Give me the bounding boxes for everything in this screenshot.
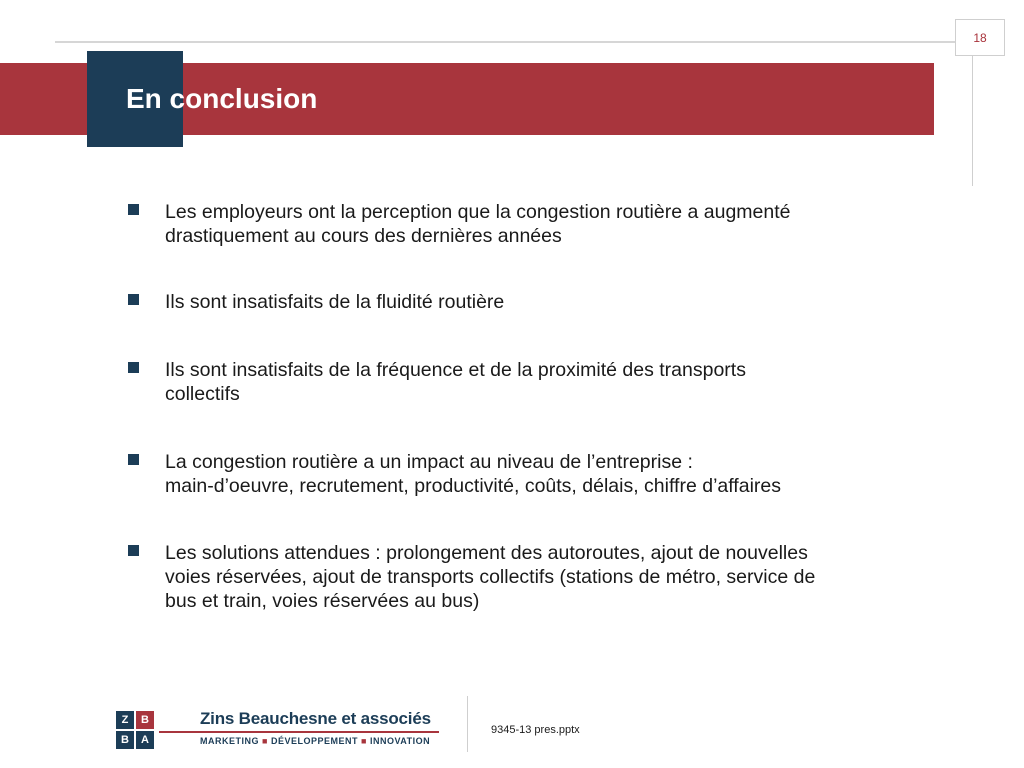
file-name: 9345-13 pres.pptx	[491, 724, 580, 736]
tagline-separator-icon: ■	[361, 736, 367, 746]
company-name: Zins Beauchesne et associés	[200, 709, 431, 728]
bullet-text: Les solutions attendues : prolongement des autoroutes, ajout de nouvelles voies réservées, ajout de transports collectifs (stations de métro, service de bus et train, voies réservées au bus)	[165, 542, 816, 612]
page-number-box	[955, 19, 1005, 56]
company-tagline	[200, 736, 430, 746]
logo-letter: B	[116, 731, 134, 749]
bullet-text: Ils sont insatisfaits de la fréquence et de la proximité des transports collectifs	[165, 359, 746, 405]
bullet-square-icon	[128, 362, 139, 373]
footer-divider	[467, 696, 468, 752]
logo-letter: Z	[116, 711, 134, 729]
tagline-developpement: DÉVELOPPEMENT	[270, 736, 358, 746]
bullet-square-icon	[128, 204, 139, 215]
logo-letter: A	[136, 731, 154, 749]
tagline-separator-icon: ■	[262, 736, 268, 746]
bullet-text: Ils sont insatisfaits de la fluidité routière	[165, 291, 505, 313]
bullet-square-icon	[128, 545, 139, 556]
slide-title: En conclusion	[126, 83, 318, 114]
tagline-innovation: INNOVATION	[369, 736, 431, 746]
tagline-marketing: MARKETING	[200, 736, 259, 746]
bullet-text: La congestion routière a un impact au niveau de l’entreprise : main-d’oeuvre, recrutement, productivité, coûts, délais, chiffre d’affaires	[165, 451, 781, 497]
bullet-square-icon	[128, 294, 139, 305]
header-vertical-rule	[972, 56, 973, 186]
header-rule	[55, 41, 955, 43]
logo-letter: B	[136, 711, 154, 729]
logo-rule	[159, 731, 439, 733]
page-number: 18	[973, 30, 987, 45]
company-logo	[116, 711, 446, 753]
bullet-text: Les employeurs ont la perception que la congestion routière a augmenté drastiquement au cours des dernières années	[165, 201, 791, 247]
bullet-square-icon	[128, 454, 139, 465]
